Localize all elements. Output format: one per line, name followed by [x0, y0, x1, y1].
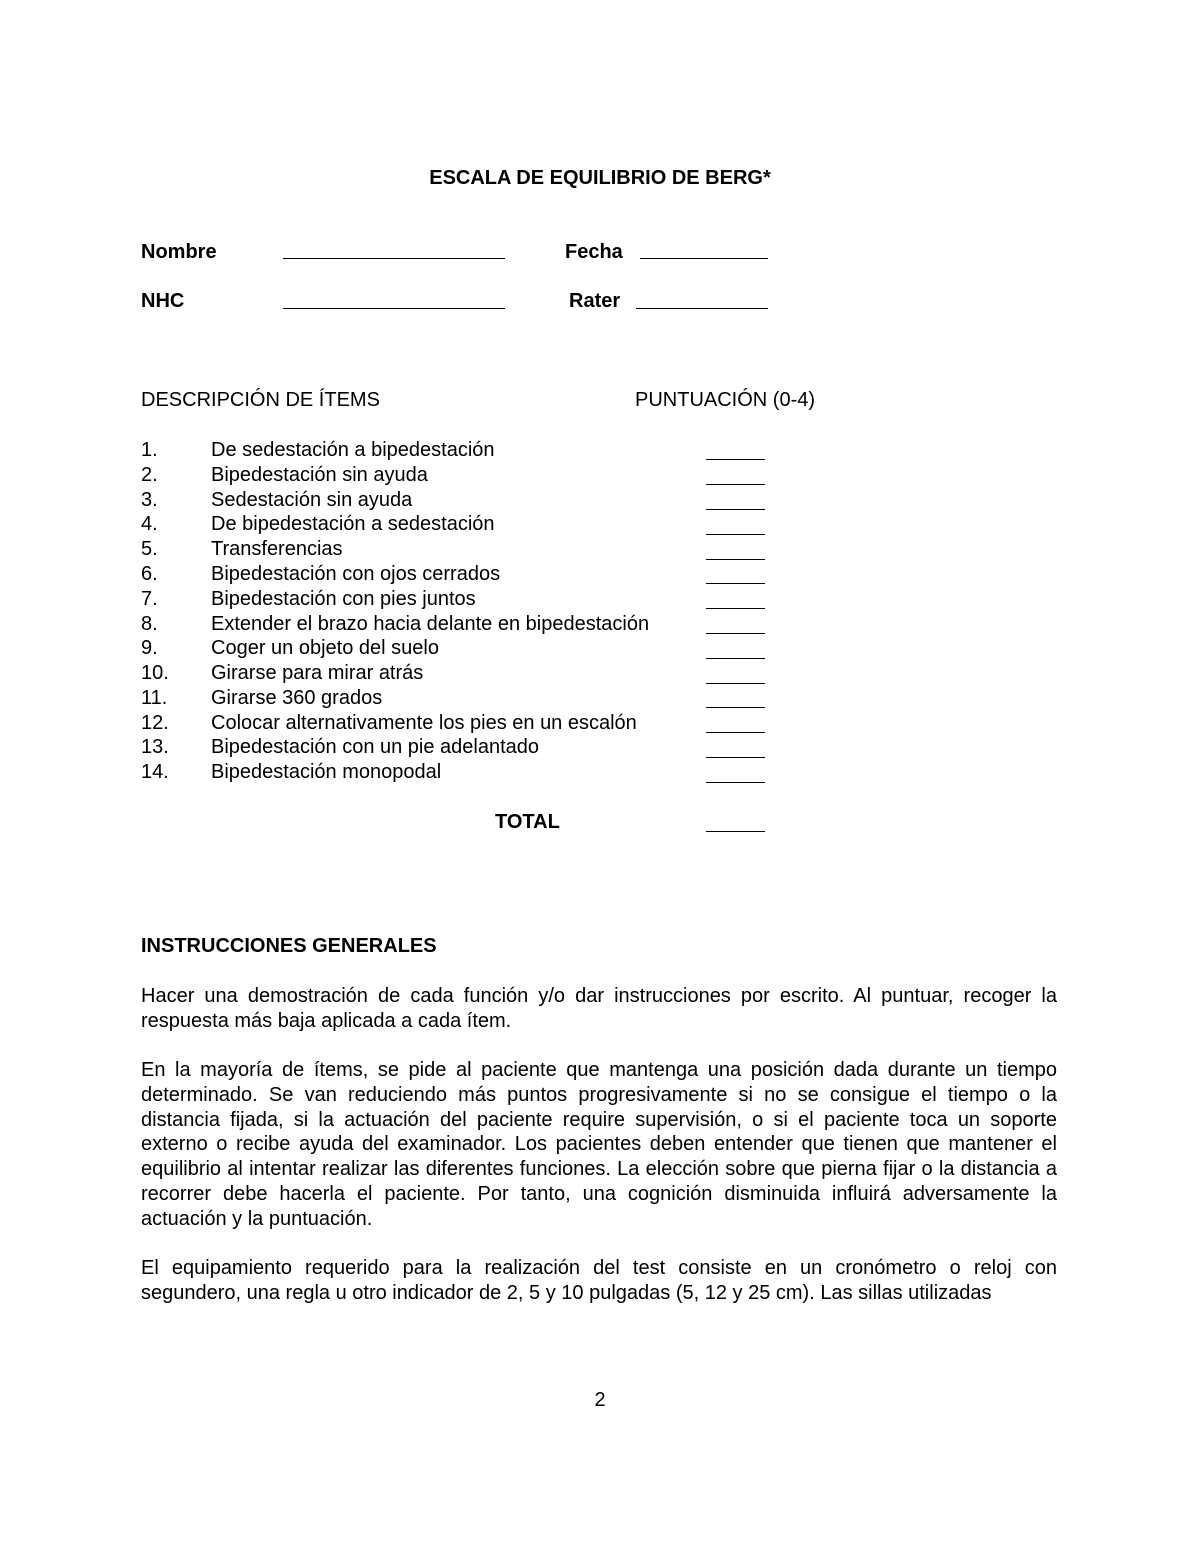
score-blank[interactable]: [706, 683, 765, 684]
item-text: Bipedestación con pies juntos: [211, 588, 476, 610]
item-number: 14.: [141, 761, 169, 783]
fecha-label: Fecha: [565, 241, 623, 263]
score-header: PUNTUACIÓN (0-4): [635, 389, 816, 411]
score-blank[interactable]: [706, 608, 765, 609]
item-number: 9.: [141, 637, 158, 659]
score-blank[interactable]: [706, 732, 765, 733]
nombre-blank[interactable]: [283, 258, 505, 259]
item-text: De sedestación a bipedestación: [211, 439, 495, 461]
document-title: ESCALA DE EQUILIBRIO DE BERG*: [429, 167, 771, 189]
instructions-heading: INSTRUCCIONES GENERALES: [141, 935, 437, 957]
item-text: Sedestación sin ayuda: [211, 489, 413, 511]
score-blank[interactable]: [706, 782, 765, 783]
nhc-label: NHC: [141, 290, 185, 312]
instructions-paragraph-1: Hacer una demostración de cada función y/o dar instrucciones por escrito. Al puntuar, recoger la respuesta más baja aplicada a cada ítem.: [141, 985, 1057, 1032]
score-blank[interactable]: [706, 658, 765, 659]
score-blank[interactable]: [706, 633, 765, 634]
total-label: TOTAL: [495, 811, 560, 833]
item-text: Bipedestación sin ayuda: [211, 464, 428, 486]
rater-label: Rater: [569, 290, 621, 312]
item-text: Girarse para mirar atrás: [211, 662, 424, 684]
item-number: 6.: [141, 563, 158, 585]
item-number: 11.: [141, 687, 168, 709]
score-blank[interactable]: [706, 509, 765, 510]
total-score-blank[interactable]: [706, 831, 765, 832]
item-text: Bipedestación monopodal: [211, 761, 442, 783]
score-blank[interactable]: [706, 559, 765, 560]
item-text: Transferencias: [211, 538, 343, 560]
fecha-blank[interactable]: [640, 258, 768, 259]
instructions-paragraph-3: El equipamiento requerido para la realización del test consiste en un cronómetro o reloj con segundero, una regla u otro indicador de 2, 5 y 10 pulgadas (5, 12 y 25 cm). Las sillas utilizadas: [141, 1257, 1057, 1304]
item-text: Bipedestación con un pie adelantado: [211, 736, 540, 758]
item-text: Coger un objeto del suelo: [211, 637, 439, 659]
score-blank[interactable]: [706, 707, 765, 708]
item-text: Bipedestación con ojos cerrados: [211, 563, 501, 585]
item-number: 12.: [141, 712, 169, 734]
instructions-paragraph-2: En la mayoría de ítems, se pide al paciente que mantenga una posición dada durante un tiempo determinado. Se van reduciendo más puntos progresivamente si no se consigue el tiempo o la distancia fijada, si la actuación del paciente require supervisión, o si el paciente toca un soporte externo o recibe ayuda del examinador. Los pacientes deben entender que tienen que mantener el equilibrio al intentar realizar las diferentes funciones. La elección sobre que pierna fijar o la distancia a recorrer debe hacerla el paciente. Por tanto, una cognición disminuida influirá adversamente la actuación y la puntuación.: [141, 1059, 1057, 1230]
item-number: 10.: [141, 662, 169, 684]
page-number: 2: [594, 1389, 606, 1411]
score-blank[interactable]: [706, 757, 765, 758]
item-number: 3.: [141, 489, 158, 511]
score-blank[interactable]: [706, 459, 765, 460]
nhc-blank[interactable]: [283, 308, 505, 309]
score-blank[interactable]: [706, 484, 765, 485]
item-number: 2.: [141, 464, 158, 486]
item-text: Extender el brazo hacia delante en bipedestación: [211, 613, 650, 635]
item-text: Colocar alternativamente los pies en un escalón: [211, 712, 637, 734]
item-number: 5.: [141, 538, 158, 560]
item-text: Girarse 360 grados: [211, 687, 383, 709]
nombre-label: Nombre: [141, 241, 217, 263]
items-header: DESCRIPCIÓN DE ÍTEMS: [141, 389, 380, 411]
item-number: 7.: [141, 588, 158, 610]
item-text: De bipedestación a sedestación: [211, 513, 495, 535]
item-number: 8.: [141, 613, 158, 635]
score-blank[interactable]: [706, 534, 765, 535]
score-blank[interactable]: [706, 583, 765, 584]
item-number: 13.: [141, 736, 169, 758]
item-number: 4.: [141, 513, 158, 535]
rater-blank[interactable]: [636, 308, 768, 309]
item-number: 1.: [141, 439, 158, 461]
